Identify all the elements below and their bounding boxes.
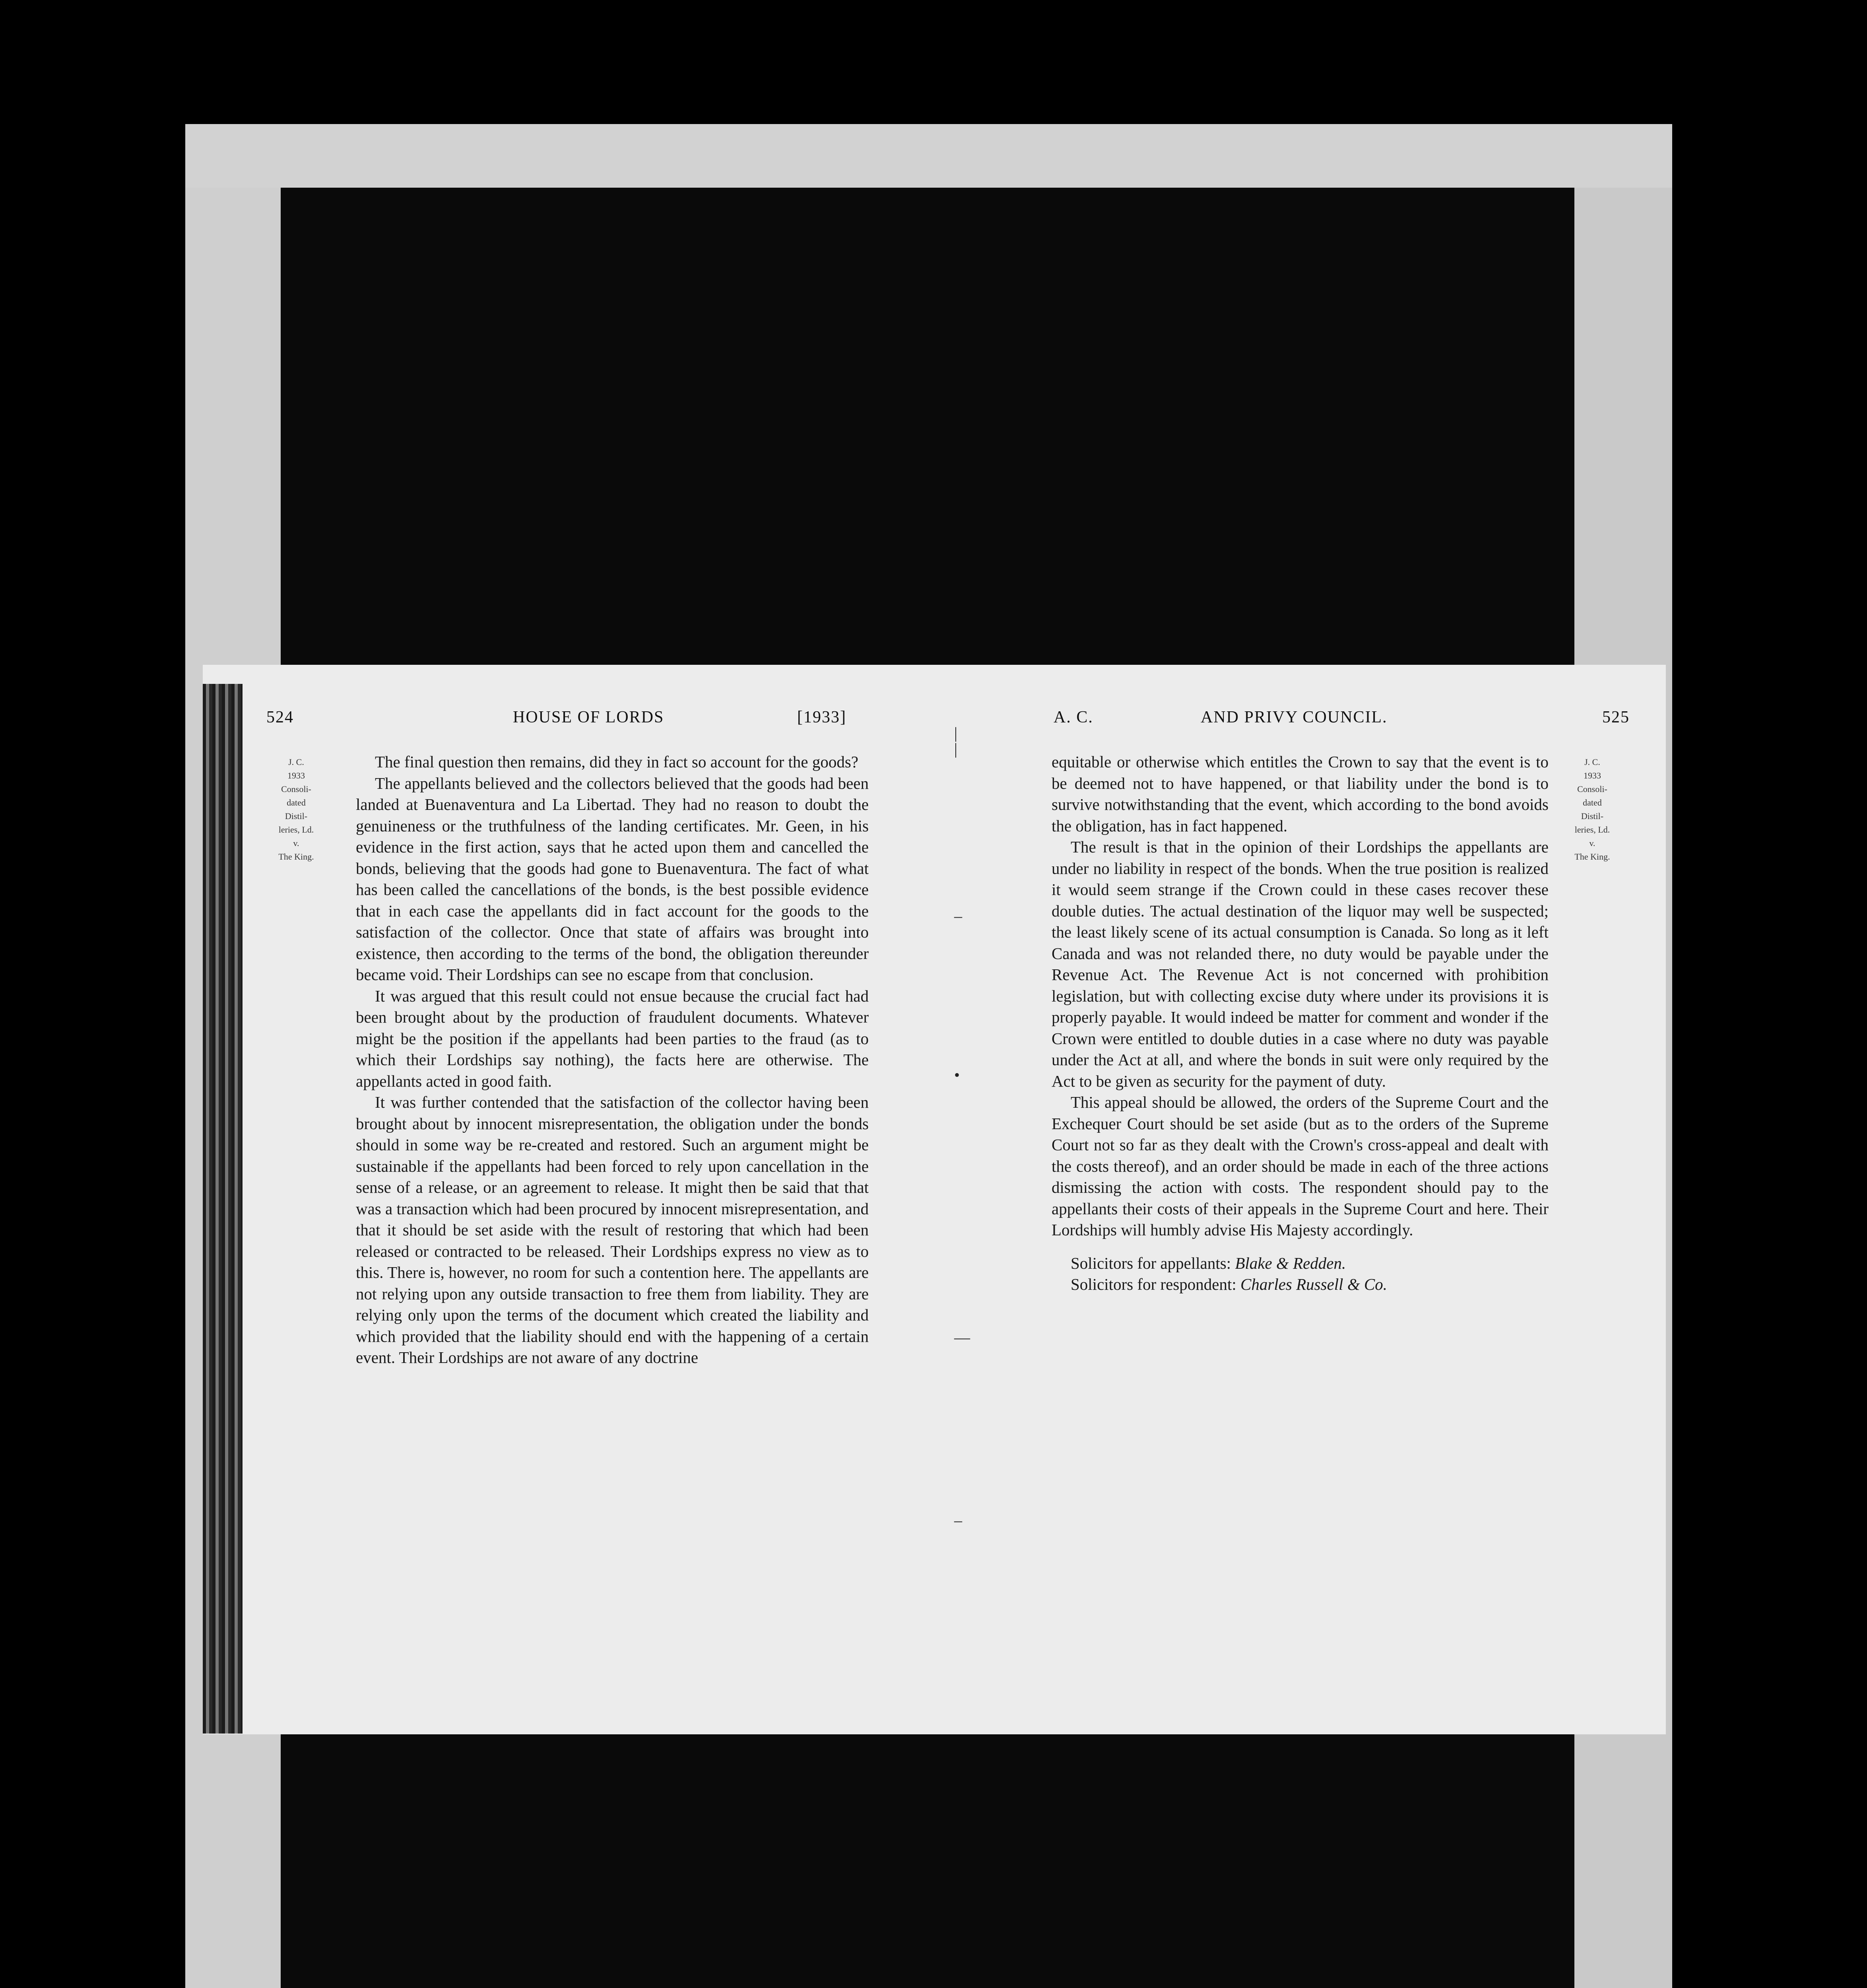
- paragraph: The result is that in the opinion of their Lordships the appellants are under no liability in respect of the bonds. When the true position is realized it would seem strange if the Crown could in these cases recover these double duties. The actual destination of the liquor may well be suspected; the least likely scene of its actual consumption is Canada. So long as it left Canada and was not relanded there, no duty would be payable under the Revenue Act. The Revenue Act is not concerned with prohibition legislation, but with collecting excise duty where under its provisions it is properly payable. It would indeed be matter for comment and wonder if the Crown were entitled to double duties in a case where no duty was payable under the Act at all, and where the bonds in suit were only required by the Act to be given as security for the payment of duty.: [1052, 838, 1549, 1090]
- film-edge-top: [185, 124, 1672, 188]
- paragraph: equitable or otherwise which entitles the Crown to say that the event is to be deemed not to have happened, or that liability under the bond is to survive notwithstanding that the event, which according to the bond avoids the obligation, has in fact happened.: [1052, 753, 1549, 835]
- dark-window-bottom: [281, 1734, 1574, 1988]
- solicitors-respondent: Solicitors for respondent: Charles Russell & Co.: [1071, 1275, 1388, 1293]
- running-title: HOUSE OF LORDS: [513, 708, 664, 726]
- paragraph: The appellants believed and the collectors believed that the goods had been landed at Buenaventura and La Libertad. They had no reason to doubt the genuineness or the truthfulness of the landing certificates. Mr. Geen, in his evidence in the first action, says that he acted upon them and cancelled the bonds, believing that the goods had gone to Buenaventura. The fact of what has been called the cancellations of the bonds, is the best possible evidence that in each case the appellants did in fact account for the goods to the satisfaction of the collector. Once that state of affairs was brought into existence, then according to the terms of the bond, the obligation thereunder became void. Their Lordships can see no escape from that conclusion.: [356, 774, 869, 984]
- right-text-column: [1052, 751, 1549, 1295]
- paragraph: The final question then remains, did they in fact so account for the goods?: [375, 753, 858, 771]
- margin-note: J. C. 1933 Consoli- dated Distil- leries, Ld. v. The King.: [278, 757, 314, 862]
- margin-note: J. C. 1933 Consoli- dated Distil- leries, Ld. v. The King.: [1574, 757, 1610, 862]
- dark-window-top: [281, 188, 1574, 665]
- book-gutter: | | – • — –: [954, 724, 970, 1529]
- book-binding: [203, 684, 243, 1734]
- page-number: 525: [1602, 708, 1630, 726]
- paragraph: This appeal should be allowed, the orders of the Supreme Court and the Exchequer Court should be set aside (but as to the orders of the Supreme Court not so far as they dealt with the Crown's cross-appeal and dealt with the costs thereof), and an order should be made in each of the three actions dismissing the action with costs. The respondent should pay to the appellants their costs of their appeals in the Supreme Court and here. Their Lordships will humbly advise His Majesty accordingly.: [1052, 1093, 1549, 1239]
- left-text-column: [356, 751, 869, 1369]
- year-bracket: [1933]: [797, 708, 846, 726]
- running-title: AND PRIVY COUNCIL.: [1201, 708, 1388, 726]
- page-number: 524: [266, 708, 294, 726]
- paragraph: It was argued that this result could not ensue because the crucial fact had been brought about by the production of fraudulent documents. Whatever might be the position if the appellants had been parties to the fraud (as to which their Lordships say nothing), the facts here are otherwise. The appellants acted in good faith.: [356, 986, 869, 1090]
- section-label: A. C.: [1054, 708, 1093, 726]
- paragraph: It was further contended that the satisfaction of the collector having been brought about by innocent misrepresentation, the obligation under the bonds should in some way be re-created and restored. Such an argument might be sustainable if the appellants had been forced to rely upon cancellation in the sense of a release, or an agreement to release. It might then be said that that was a transaction which had been procured by innocent misrepresentation, and that it should be set aside with the result of restoring that which had been released or contracted to be released. Their Lordships express no view as to this. There is, however, no room for such a contention here. The appellants are not relying upon any outside transaction to free them from liability. They are relying only upon the terms of the document which created the liability and which provided that the liability should end with the happening of a certain event. Their Lordships are not aware of any doctrine: [356, 1093, 869, 1367]
- solicitors-appellants: Solicitors for appellants: Blake & Redden.: [1071, 1254, 1346, 1272]
